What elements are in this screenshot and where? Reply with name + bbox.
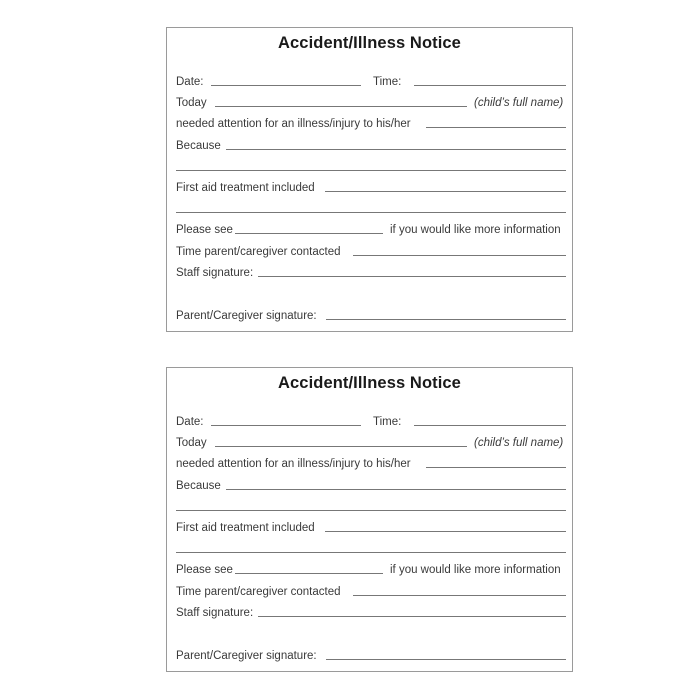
- child-name-field[interactable]: [215, 446, 467, 447]
- attention-field[interactable]: [426, 127, 566, 128]
- parent-contacted-label: Time parent/caregiver contacted: [176, 246, 341, 258]
- child-name-field[interactable]: [215, 106, 467, 107]
- date-time-row: [176, 71, 564, 89]
- attention-label: needed attention for an illness/injury to his/her: [176, 118, 411, 130]
- date-label: Date:: [176, 416, 204, 428]
- more-info-label: if you would like more information: [390, 224, 561, 236]
- date-field[interactable]: [211, 85, 361, 86]
- because-row: [176, 135, 564, 153]
- attention-row: [176, 113, 564, 131]
- parent-contacted-label: Time parent/caregiver contacted: [176, 586, 341, 598]
- attention-row: [176, 453, 564, 471]
- parent-contacted-row: [176, 241, 564, 259]
- date-label: Date:: [176, 76, 204, 88]
- accident-notice-card: [166, 27, 573, 332]
- time-field[interactable]: [414, 425, 566, 426]
- staff-signature-row: [176, 602, 564, 620]
- child-name-hint: (child’s full name): [474, 97, 564, 109]
- parent-signature-row: [176, 645, 564, 663]
- staff-signature-row: [176, 262, 564, 280]
- first-aid-field[interactable]: [325, 531, 566, 532]
- first-aid-field-line-2[interactable]: [176, 552, 566, 553]
- attention-label: needed attention for an illness/injury to his/her: [176, 458, 411, 470]
- staff-signature-label: Staff signature:: [176, 267, 254, 279]
- first-aid-row-2: [176, 198, 564, 216]
- because-row: [176, 475, 564, 493]
- parent-signature-row: [176, 305, 564, 323]
- parent-signature-label: Parent/Caregiver signature:: [176, 650, 317, 662]
- parent-signature-label: Parent/Caregiver signature:: [176, 310, 317, 322]
- more-info-label: if you would like more information: [390, 564, 561, 576]
- because-label: Because: [176, 480, 221, 492]
- please-see-row: [176, 219, 564, 237]
- today-label: Today: [176, 437, 207, 449]
- staff-signature-field[interactable]: [258, 616, 566, 617]
- contact-person-field[interactable]: [235, 233, 383, 234]
- staff-signature-field[interactable]: [258, 276, 566, 277]
- notice-title: Accident/Illness Notice: [278, 34, 461, 52]
- notice-title: Accident/Illness Notice: [278, 374, 461, 392]
- please-see-label: Please see: [176, 564, 233, 576]
- date-time-row: [176, 411, 564, 429]
- first-aid-row: [176, 177, 564, 195]
- staff-signature-label: Staff signature:: [176, 607, 254, 619]
- because-field-line-2[interactable]: [176, 170, 566, 171]
- contact-person-field[interactable]: [235, 573, 383, 574]
- parent-contacted-field[interactable]: [353, 255, 566, 256]
- attention-field[interactable]: [426, 467, 566, 468]
- first-aid-row-2: [176, 538, 564, 556]
- first-aid-row: [176, 517, 564, 535]
- parent-contacted-field[interactable]: [353, 595, 566, 596]
- first-aid-field[interactable]: [325, 191, 566, 192]
- because-row-2: [176, 496, 564, 514]
- child-name-hint: (child’s full name): [474, 437, 564, 449]
- because-label: Because: [176, 140, 221, 152]
- parent-signature-field[interactable]: [326, 319, 566, 320]
- first-aid-label: First aid treatment included: [176, 182, 315, 194]
- first-aid-label: First aid treatment included: [176, 522, 315, 534]
- time-label: Time:: [373, 76, 402, 88]
- time-field[interactable]: [414, 85, 566, 86]
- because-row-2: [176, 156, 564, 174]
- today-label: Today: [176, 97, 207, 109]
- date-field[interactable]: [211, 425, 361, 426]
- child-name-row: [176, 92, 564, 110]
- because-field-line-2[interactable]: [176, 510, 566, 511]
- please-see-row: [176, 559, 564, 577]
- accident-notice-card: [166, 367, 573, 672]
- first-aid-field-line-2[interactable]: [176, 212, 566, 213]
- time-label: Time:: [373, 416, 402, 428]
- please-see-label: Please see: [176, 224, 233, 236]
- parent-contacted-row: [176, 581, 564, 599]
- child-name-row: [176, 432, 564, 450]
- because-field[interactable]: [226, 489, 566, 490]
- because-field[interactable]: [226, 149, 566, 150]
- parent-signature-field[interactable]: [326, 659, 566, 660]
